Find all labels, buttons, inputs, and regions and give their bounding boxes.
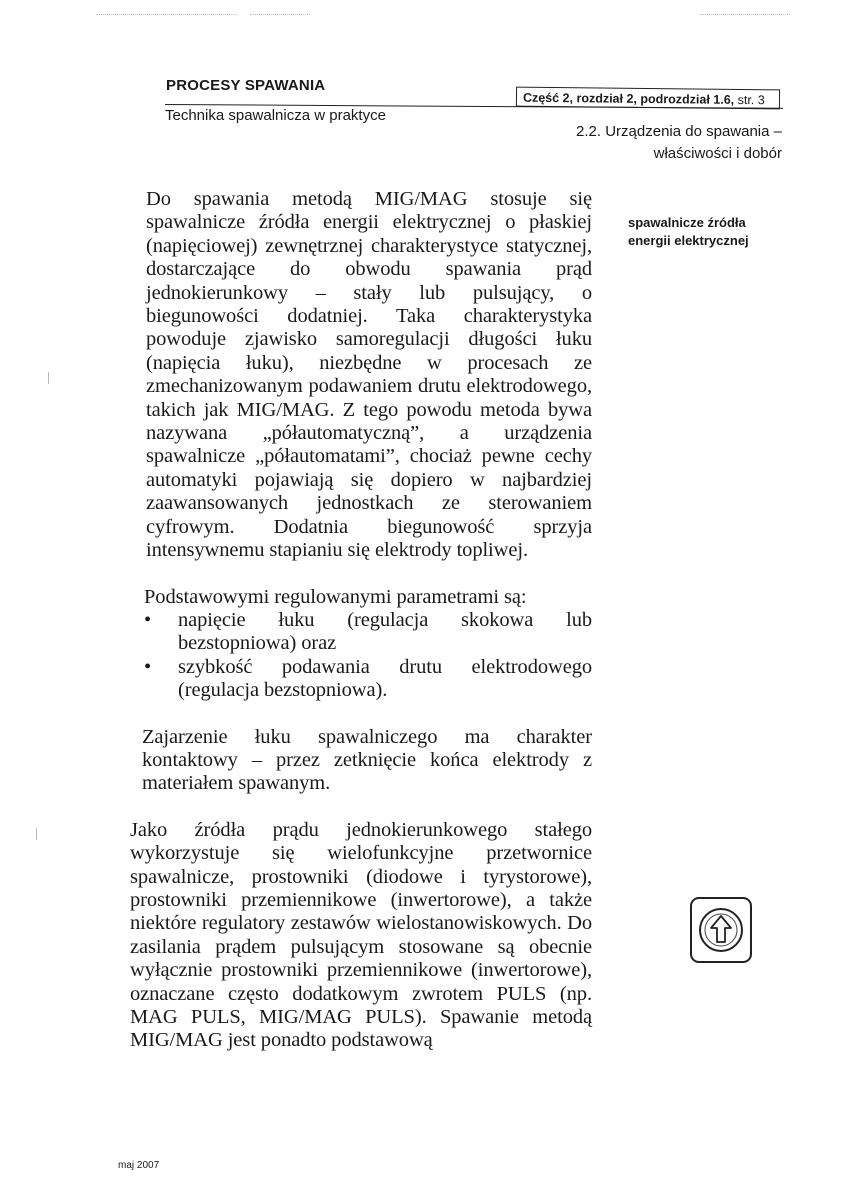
footer-date: maj 2007	[118, 1160, 160, 1171]
body-text	[130, 188, 592, 1076]
margin-note: spawalnicze źródła energii elektrycznej	[628, 215, 749, 248]
scan-artifact	[700, 14, 790, 16]
list-item-text: napięcie łuku (regulacja skokowa lub bezstopniowa) oraz	[178, 608, 592, 655]
section-title-line2: właściwości i dobór	[653, 145, 782, 162]
scan-artifact	[36, 828, 37, 840]
list-item-text: szybkość podawania drutu elektrodowego (regulacja bezstopniowa).	[178, 655, 592, 702]
reference-chapter: Część 2, rozdział 2, podrozdział 1.6,	[522, 90, 735, 107]
header-title: PROCESY SPAWANIA	[166, 77, 326, 94]
section-title-line1: 2.2. Urządzenia do spawania –	[576, 123, 782, 140]
list-item	[144, 609, 592, 656]
scan-artifact	[96, 14, 236, 16]
up-arrow-glyph	[696, 904, 746, 956]
paragraph-2-intro: Podstawowymi regulowanymi parametrami są:	[144, 585, 527, 608]
header-subtitle: Technika spawalnicza w praktyce	[165, 107, 386, 124]
reference-page: str. 3	[737, 92, 765, 108]
scan-artifact	[250, 14, 310, 16]
scan-artifact	[48, 372, 49, 384]
up-arrow-circle-icon	[690, 897, 752, 963]
reference-box	[516, 87, 780, 110]
paragraph-3: Zajarzenie łuku spawalniczego ma charakter kontaktowy – przez zetknięcie końca elektrody z materiałem spawanym.	[142, 725, 592, 795]
parameter-list	[144, 609, 592, 703]
bullet-icon: •	[144, 608, 152, 631]
paragraph-1: Do spawania metodą MIG/MAG stosuje się spawalnicze źródła energii elektrycznej o płaskiej (napięciowej) zewnętrznej charakterystyce statycznej, dostarczające do obwodu spawania prąd jednokierunkowy – stały lub pulsujący, o biegunowości dodatniej. Taka charakterystyka powoduje zjawisko samoregulacji długości łuku (napięcia łuku), niezbędne w procesach ze zmechanizowanym podawaniem drutu elektrodowego, takich jak MIG/MAG. Z tego powodu metoda bywa nazywana „półautomatyczną”, a urządzenia spawalnicze „półautomatami”, chociaż pewne cechy automatyki pojawiają się dopiero w najbardziej zaawansowanych jednostkach ze sterowaniem cyfrowym. Dodatnia biegunowość sprzyja intensywnemu stapianiu się elektrody topliwej.	[146, 188, 592, 562]
paragraph-4: Jako źródła prądu jednokierunkowego stałego wykorzystuje się wielofunkcyjne przetwornice spawalnicze, prostowniki (diodowe i tyrystorowe), prostowniki przemiennikowe (inwertorowe), a także niektóre regulatory zestawów wielostanowiskowych. Do zasilania prądem pulsującym stosowane są obecnie wyłącznie prostowniki przemiennikowe (inwertorowe), oznaczane często dodatkowym zwrotem PULS (np. MAG PULS, MIG/MAG PULS). Spawanie metodą MIG/MAG jest ponadto podstawową	[130, 818, 592, 1052]
list-item	[144, 656, 592, 703]
bullet-icon: •	[144, 655, 152, 678]
